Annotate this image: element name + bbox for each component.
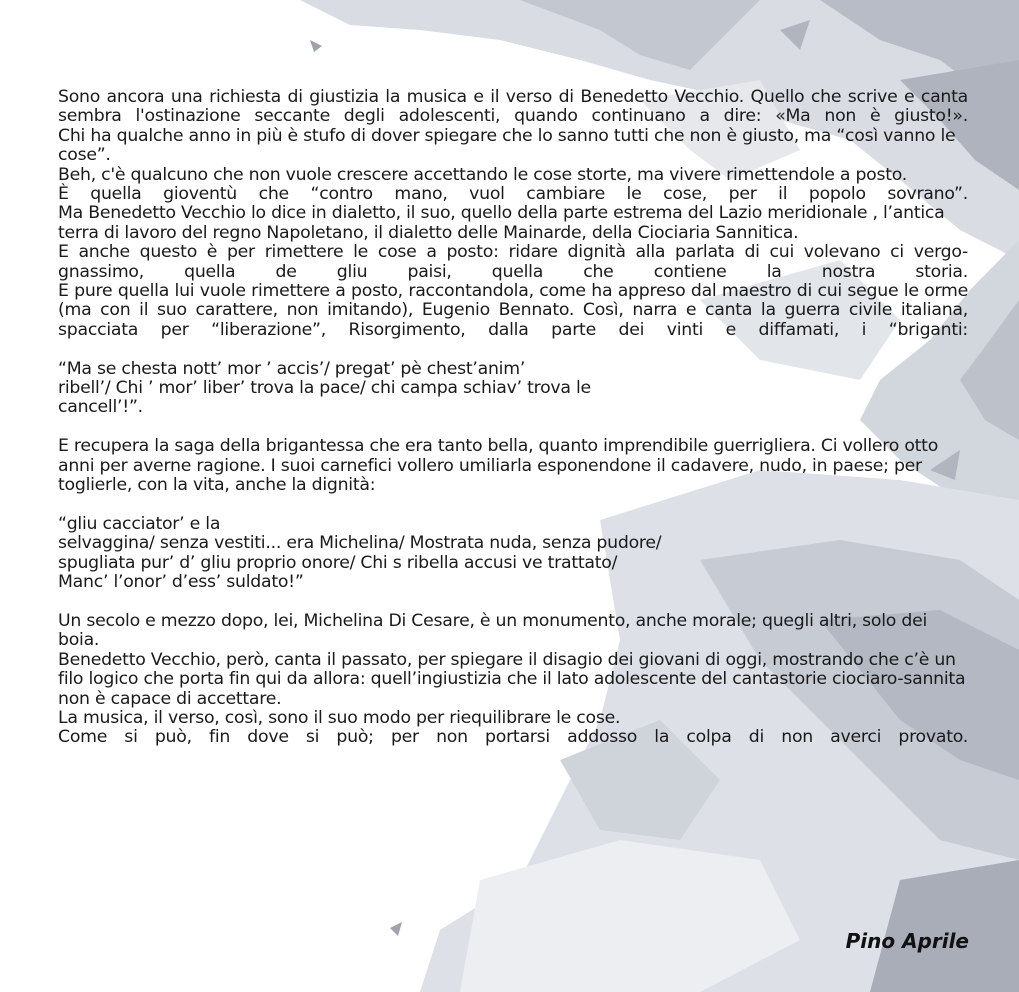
spacer	[58, 593, 968, 612]
verse-line: ribell’/ Chi ’ mor’ liber’ trova la pace/ chi campa schiav’ trova le	[58, 378, 591, 399]
paragraph: È quella gioventù che “contro mano, vuol cambiare le cose, per il popolo sovrano”.	[58, 184, 968, 205]
verse-line: cancell’!”.	[58, 397, 143, 418]
spacer	[58, 418, 968, 437]
paragraph: La musica, il verso, così, sono il suo modo per riequilibrare le cose.	[58, 707, 621, 728]
author-signature: Pino Aprile	[845, 929, 969, 953]
verse-line: spugliata pur’ d’ gliu proprio onore/ Chi s ribella accusi ve trattato/	[58, 552, 618, 573]
paragraph: E anche questo è per rimettere le cose a posto: ridare dignità alla parlata di cui volevano ci vergo-gnassimo, quella de gliu paisi, quella che contiene la nostra storia.	[58, 242, 968, 282]
paragraph: Un secolo e mezzo dopo, lei, Michelina Di Cesare, è un monumento, anche morale; quegli altri, solo dei boia.	[58, 610, 928, 651]
splash-shape	[390, 922, 402, 936]
paragraph: Come si può, fin dove si può; per non portarsi addosso la colpa di non averci provato.	[58, 727, 968, 748]
paragraph: Sono ancora una richiesta di giustizia la musica e il verso di Benedetto Vecchio. Quello che scrive e canta sembra l'ostinazione seccante degli adolescenti, quando continuano a dire: «Ma non è giusto!».	[58, 87, 968, 127]
verse-line: selvaggina/ senza vestiti... era Michelina/ Mostrata nuda, senza pudore/	[58, 533, 662, 554]
splash-shape	[310, 40, 322, 52]
paragraph: Chi ha qualche anno in più è stufo di dover spiegare che lo sanno tutti che non è giusto, ma “così vanno le cose”.	[58, 125, 956, 166]
paragraph: Benedetto Vecchio, però, canta il passato, per spiegare il disagio dei giovani di oggi, mostrando che c’è un filo logico che porta fin qui da allora: quell’ingiustizia che il lato adolescente del cantastorie ciociaro-sannita non è capace di accettare.	[58, 649, 966, 709]
spacer	[58, 496, 968, 515]
article-body	[58, 88, 968, 748]
paragraph: E recupera la saga della brigantessa che era tanto bella, quanto imprendibile guerrigliera. Ci vollero otto anni per averne ragione. I suoi carnefici vollero umiliarla esponendone il cadavere, nudo, in paese; per toglierle, con la vita, anche la dignità:	[58, 436, 939, 496]
verse-line: “gliu cacciator’ e la	[58, 513, 221, 534]
verse-line: Manc’ l’onor’ d’ess’ suldato!”	[58, 572, 304, 593]
paragraph: Beh, c'è qualcuno che non vuole crescere accettando le cose storte, ma vivere rimettendole a posto.	[58, 164, 908, 185]
verse-line: “Ma se chesta nott’ mor ’ accis’/ pregat’ pè chest’anim’	[58, 358, 526, 379]
spacer	[58, 340, 968, 359]
paragraph: Ma Benedetto Vecchio lo dice in dialetto, il suo, quello della parte estrema del Lazio meridionale , l’antica terra di lavoro del regno Napoletano, il dialetto delle Mainarde, della Ciociaria Sannitica.	[58, 203, 945, 243]
paragraph: E pure quella lui vuole rimettere a posto, raccontandola, come ha appreso dal maestro di cui segue le orme (ma con il suo carattere, non imitando), Eugenio Bennato. Così, narra e canta la guerra civile italiana, spacciata per “liberazione”, Risorgimento, dalla parte dei vinti e diffamati, i “briganti:	[58, 281, 968, 340]
